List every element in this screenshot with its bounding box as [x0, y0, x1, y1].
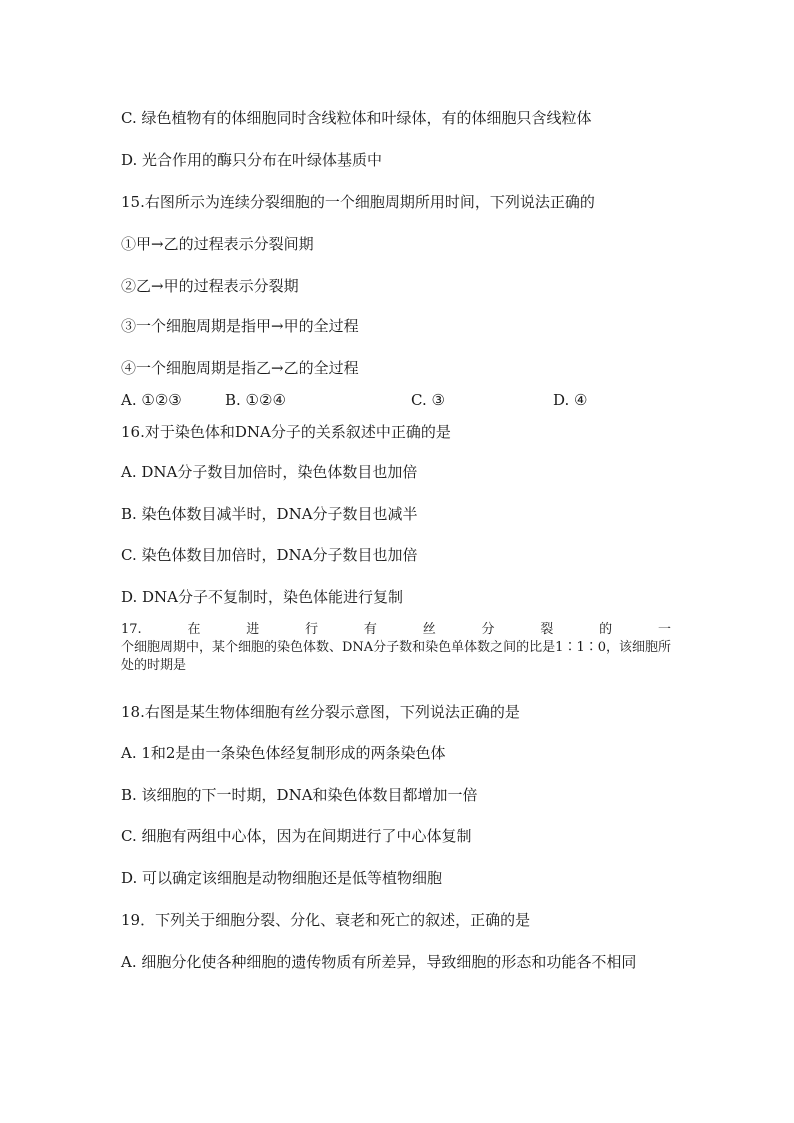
q17-word: 行 — [305, 622, 319, 637]
q15-option-c: C. ③ — [411, 391, 445, 409]
q17-first-line — [121, 621, 671, 639]
q15-options — [121, 391, 641, 411]
q15-option-b: B. ①②④ — [225, 391, 286, 409]
q19-option-a: A. 细胞分化使各种细胞的遗传物质有所差异，导致细胞的形态和功能各不相同 — [121, 953, 637, 971]
q14-option-c: C. 绿色植物有的体细胞同时含线粒体和叶绿体，有的体细胞只含线粒体 — [121, 109, 592, 127]
q18-option-a: A. 1和2是由一条染色体经复制形成的两条染色体 — [121, 744, 446, 762]
q17-word: 裂 — [540, 622, 554, 637]
q17-word: 的 — [599, 622, 613, 637]
q19-stem: 19．下列关于细胞分裂、分化、衰老和死亡的叙述，正确的是 — [121, 911, 531, 929]
q15-statement-4: ④一个细胞周期是指乙→乙的全过程 — [121, 359, 359, 377]
q15-option-a: A. ①②③ — [121, 391, 182, 409]
q17-word: 有 — [363, 622, 377, 637]
q17-word: 17. — [121, 622, 142, 637]
q17-block — [121, 621, 671, 675]
q17-word: 分 — [481, 622, 495, 637]
q15-option-d: D. ④ — [553, 391, 588, 409]
q16-option-d: D. DNA分子不复制时，染色体能进行复制 — [121, 588, 404, 606]
q16-option-b: B. 染色体数目减半时，DNA分子数目也减半 — [121, 505, 418, 523]
q16-option-a: A. DNA分子数目加倍时，染色体数目也加倍 — [121, 463, 418, 481]
q18-option-d: D. 可以确定该细胞是动物细胞还是低等植物细胞 — [121, 869, 443, 887]
q18-option-c: C. 细胞有两组中心体，因为在间期进行了中心体复制 — [121, 827, 472, 845]
q18-option-b: B. 该细胞的下一时期，DNA和染色体数目都增加一倍 — [121, 786, 478, 804]
q17-word: 在 — [187, 622, 201, 637]
q18-stem: 18.右图是某生物体细胞有丝分裂示意图，下列说法正确的是 — [121, 703, 520, 721]
q16-option-c: C. 染色体数目加倍时，DNA分子数目也加倍 — [121, 546, 418, 564]
q17-word: 一 — [657, 622, 671, 637]
q14-option-d: D. 光合作用的酶只分布在叶绿体基质中 — [121, 151, 383, 169]
q15-statement-3: ③一个细胞周期是指甲→甲的全过程 — [121, 317, 359, 335]
q17-word: 丝 — [422, 622, 436, 637]
q16-stem: 16.对于染色体和DNA分子的关系叙述中正确的是 — [121, 423, 451, 441]
q17-word: 进 — [246, 622, 260, 637]
q17-rest: 个细胞周期中，某个细胞的染色体数、DNA分子数和染色单体数之间的比是1∶1∶0，该细胞所处的时期是 — [121, 640, 671, 673]
q15-statement-1: ①甲→乙的过程表示分裂间期 — [121, 235, 314, 253]
q15-stem: 15.右图所示为连续分裂细胞的一个细胞周期所用时间，下列说法正确的 — [121, 193, 595, 211]
q15-statement-2: ②乙→甲的过程表示分裂期 — [121, 277, 299, 295]
